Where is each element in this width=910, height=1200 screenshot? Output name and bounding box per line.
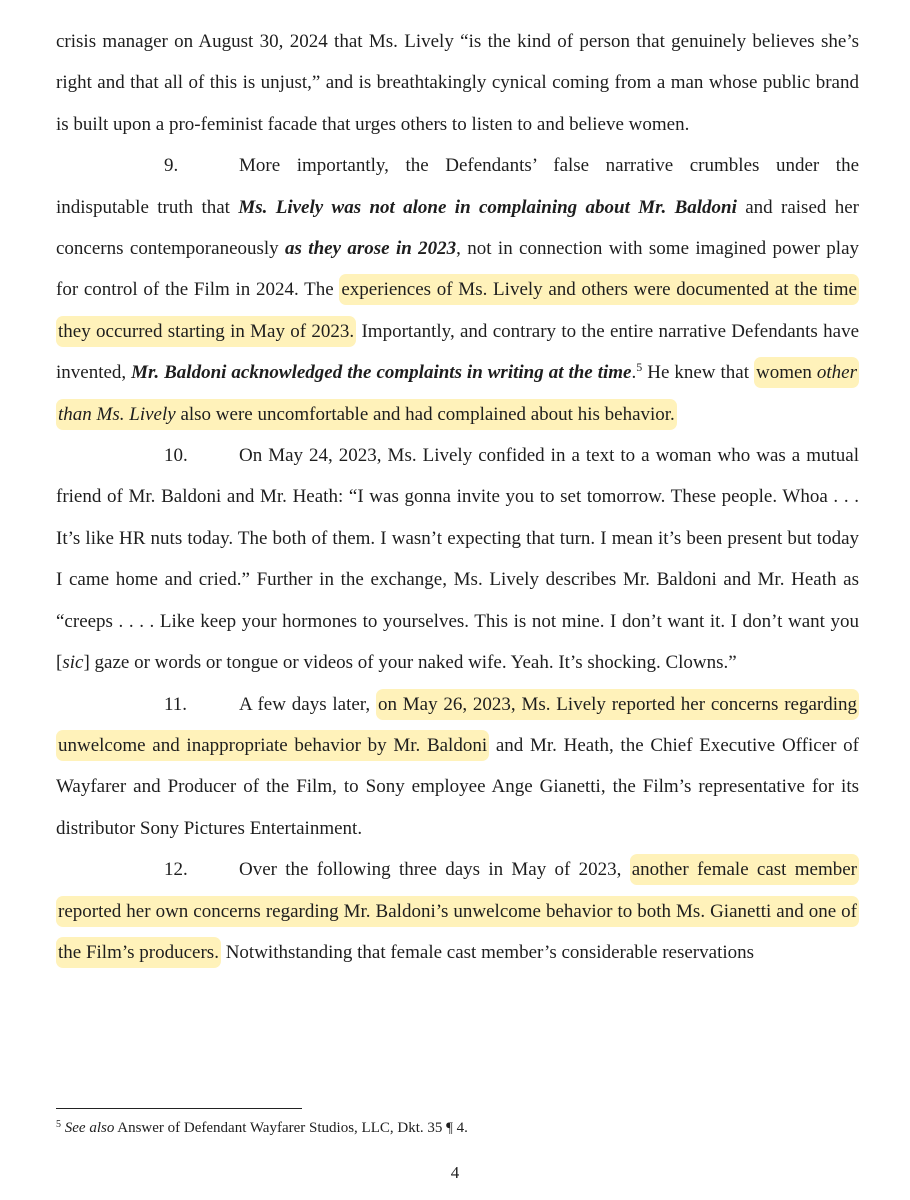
paragraph-10 xyxy=(56,435,859,683)
paragraph-number: 10. xyxy=(164,445,188,467)
bold-italic-emphasis: Mr. Baldoni acknowledged the complaints in writing at the time xyxy=(131,362,632,384)
paragraph-9 xyxy=(56,145,859,435)
paragraph-text: Notwithstanding that female cast member’s considerable reservations xyxy=(220,941,755,963)
paragraph-number: 11. xyxy=(164,693,188,715)
highlighted-text: on May 26, 2023, Ms. Lively reported her concerns regarding unwelcome and inappropriate behavior by Mr. Baldoni xyxy=(56,689,859,761)
italic-emphasis: sic xyxy=(62,652,84,674)
page-number: 4 xyxy=(450,1163,460,1182)
paragraph-text: and Mr. Heath, the Chief Executive Officer of Wayfarer and Producer of the Film, to Sony employee Ange Gianetti, the Film’s representative for its distributor Sony Pictures Entertainment. xyxy=(56,734,859,839)
paragraph-number: 9. xyxy=(164,155,179,177)
paragraph-text: More importantly, the Defendants’ false narrative crumbles under the indisputable truth that xyxy=(56,155,859,218)
paragraph-12 xyxy=(56,849,859,973)
highlighted-text-part: also were uncomfortable and had complained about his behavior. xyxy=(175,403,675,425)
bold-italic-emphasis: Ms. Lively was not alone in complaining about Mr. Baldoni xyxy=(238,196,737,218)
italic-emphasis: See also xyxy=(64,1120,115,1136)
paragraph-text: and raised her concerns contemporaneously xyxy=(56,196,859,260)
paragraph-number: 12. xyxy=(164,859,188,881)
paragraph-text: . xyxy=(631,362,637,384)
highlighted-text: another female cast member reported her own concerns regarding Mr. Baldoni’s unwelcome behavior to both Ms. Gianetti and one of the Film’s producers. xyxy=(56,854,859,968)
bold-italic-emphasis: as they arose in 2023 xyxy=(285,238,457,260)
paragraph-8-continuation xyxy=(56,21,859,145)
paragraph-text: Over the following three days in May of 2023, xyxy=(239,859,630,881)
paragraph-11 xyxy=(56,684,859,850)
paragraph-text: On May 24, 2023, Ms. Lively confided in a text to a woman who was a mutual friend of Mr. Baldoni and Mr. Heath: “I was gonna invite you to set tomorrow. These people. Whoa . . . It’s like HR nuts today. The both of them. I wasn’t expecting that turn. I mean it’s been present but today I came home and cried.” Further in the exchange, Ms. Lively describes Mr. Baldoni and Mr. Heath as “creeps . . . . Like keep your hormones to yourselves. This is not mine. I don’t want it. I don’t want you [ xyxy=(56,445,859,674)
paragraph-text: He knew that xyxy=(642,362,754,384)
footnote-text: Answer of Defendant Wayfarer Studios, LLC, Dkt. 35 ¶ 4. xyxy=(114,1120,468,1136)
footnote-reference[interactable]: 5 xyxy=(636,360,643,375)
footnote-marker: 5 xyxy=(56,1119,61,1130)
footnote-separator xyxy=(56,1108,302,1109)
highlighted-text-part: women xyxy=(755,362,817,384)
paragraph-text: crisis manager on August 30, 2024 that Ms. Lively “is the kind of person that genuinely believes she’s right and that all of this is unjust,” and is breathtakingly cynical coming from a man whose public brand is built upon a pro-feminist facade that urges others to listen to and believe women. xyxy=(56,31,859,135)
paragraph-text: Importantly, and contrary to the entire narrative Defendants have invented, xyxy=(56,320,860,384)
footnote xyxy=(56,1118,468,1138)
paragraph-text: ] gaze or words or tongue or videos of your naked wife. Yeah. It’s shocking. Clowns.” xyxy=(83,652,737,674)
italic-emphasis: other than Ms. Lively xyxy=(58,362,857,425)
highlighted-text: experiences of Ms. Lively and others were documented at the time they occurred starting in May of 2023. xyxy=(56,274,859,346)
paragraph-text: , not in connection with some imagined power play for control of the Film in 2024. The xyxy=(56,238,860,301)
paragraph-text: A few days later, xyxy=(239,693,376,715)
body-text xyxy=(56,21,859,973)
